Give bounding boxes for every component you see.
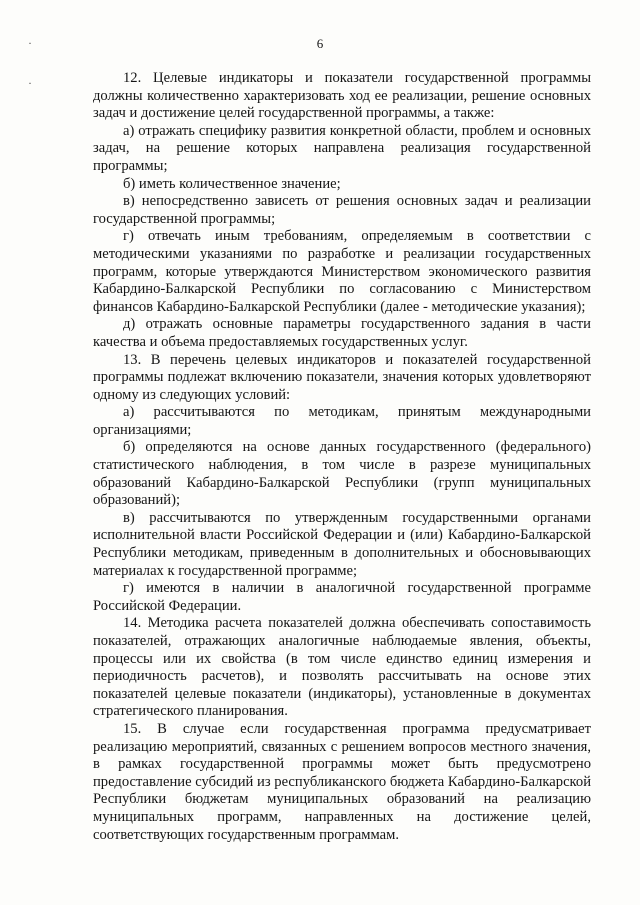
paragraph-13a: а) рассчитываются по методикам, принятым международными организациями; — [93, 404, 591, 438]
paragraph-12g: г) отвечать иным требованиям, определяемым в соответствии с методическими указаниями по разработке и реализации государственных программ, которые утверждаются Министерством экономического развития Кабардино-Балкарской Республики по согласованию с Министерством финансов Кабардино-Балкарской Республики (далее - методические указания); — [93, 228, 591, 315]
paragraph-12v: в) непосредственно зависеть от решения основных задач и реализации государственной программы; — [93, 193, 591, 227]
paragraph-12b: б) иметь количественное значение; — [123, 175, 341, 192]
paragraph-15: 15. В случае если государственная программа предусматривает реализацию мероприятий, связанных с решением вопросов местного значения, в рамках государственной программы может быть предусмотрено предоставление субсидий из республиканского бюджета Кабардино-Балкарской Республики бюджетам муниципальных образований на реализацию муниципальных программ, направленных на достижение целей, соответствующих государственным программам. — [93, 720, 591, 843]
paragraph-14: 14. Методика расчета показателей должна обеспечивать сопоставимость показателей, отражающих аналогичные наблюдаемые явления, объекты, процессы или их свойства (в том числе единство единиц измерения и периодичность расчетов), и позволять рассчитывать на основе этих показателей целевые показатели (индикаторы), установленные в документах стратегического планирования. — [93, 615, 591, 720]
scan-mark: · — [28, 36, 32, 50]
page-number: 6 — [316, 36, 324, 51]
paragraph-13v: в) рассчитываются по утвержденным государственными органами исполнительной власти Российской Федерации и (или) Кабардино-Балкарской Республики методикам, приведенным в дополнительных и обосновывающих материалах к государственной программе; — [93, 509, 591, 579]
scan-mark: · — [28, 76, 32, 90]
document-body — [93, 70, 591, 844]
paragraph-13: 13. В перечень целевых индикаторов и показателей государственной программы подлежат включению показатели, значения которых удовлетворяют одному из следующих условий: — [93, 351, 591, 403]
paragraph-13b: б) определяются на основе данных государственного (федерального) статистического наблюдения, в том числе в разрезе муниципальных образований Кабардино-Балкарской Республики (групп муниципальных образований); — [93, 439, 591, 509]
paragraph-12a: а) отражать специфику развития конкретной области, проблем и основных задач, на решение которых направлена реализация государственной программы; — [93, 122, 591, 174]
paragraph-12d: д) отражать основные параметры государственного задания в части качества и объема предоставляемых государственных услуг. — [93, 316, 591, 350]
paragraph-12: 12. Целевые индикаторы и показатели государственной программы должны количественно характеризовать ход ее реализации, решение основных задач и достижение целей государственной программы, а также: — [93, 70, 591, 122]
paragraph-13g: г) имеются в наличии в аналогичной государственной программе Российской Федерации. — [93, 580, 591, 614]
